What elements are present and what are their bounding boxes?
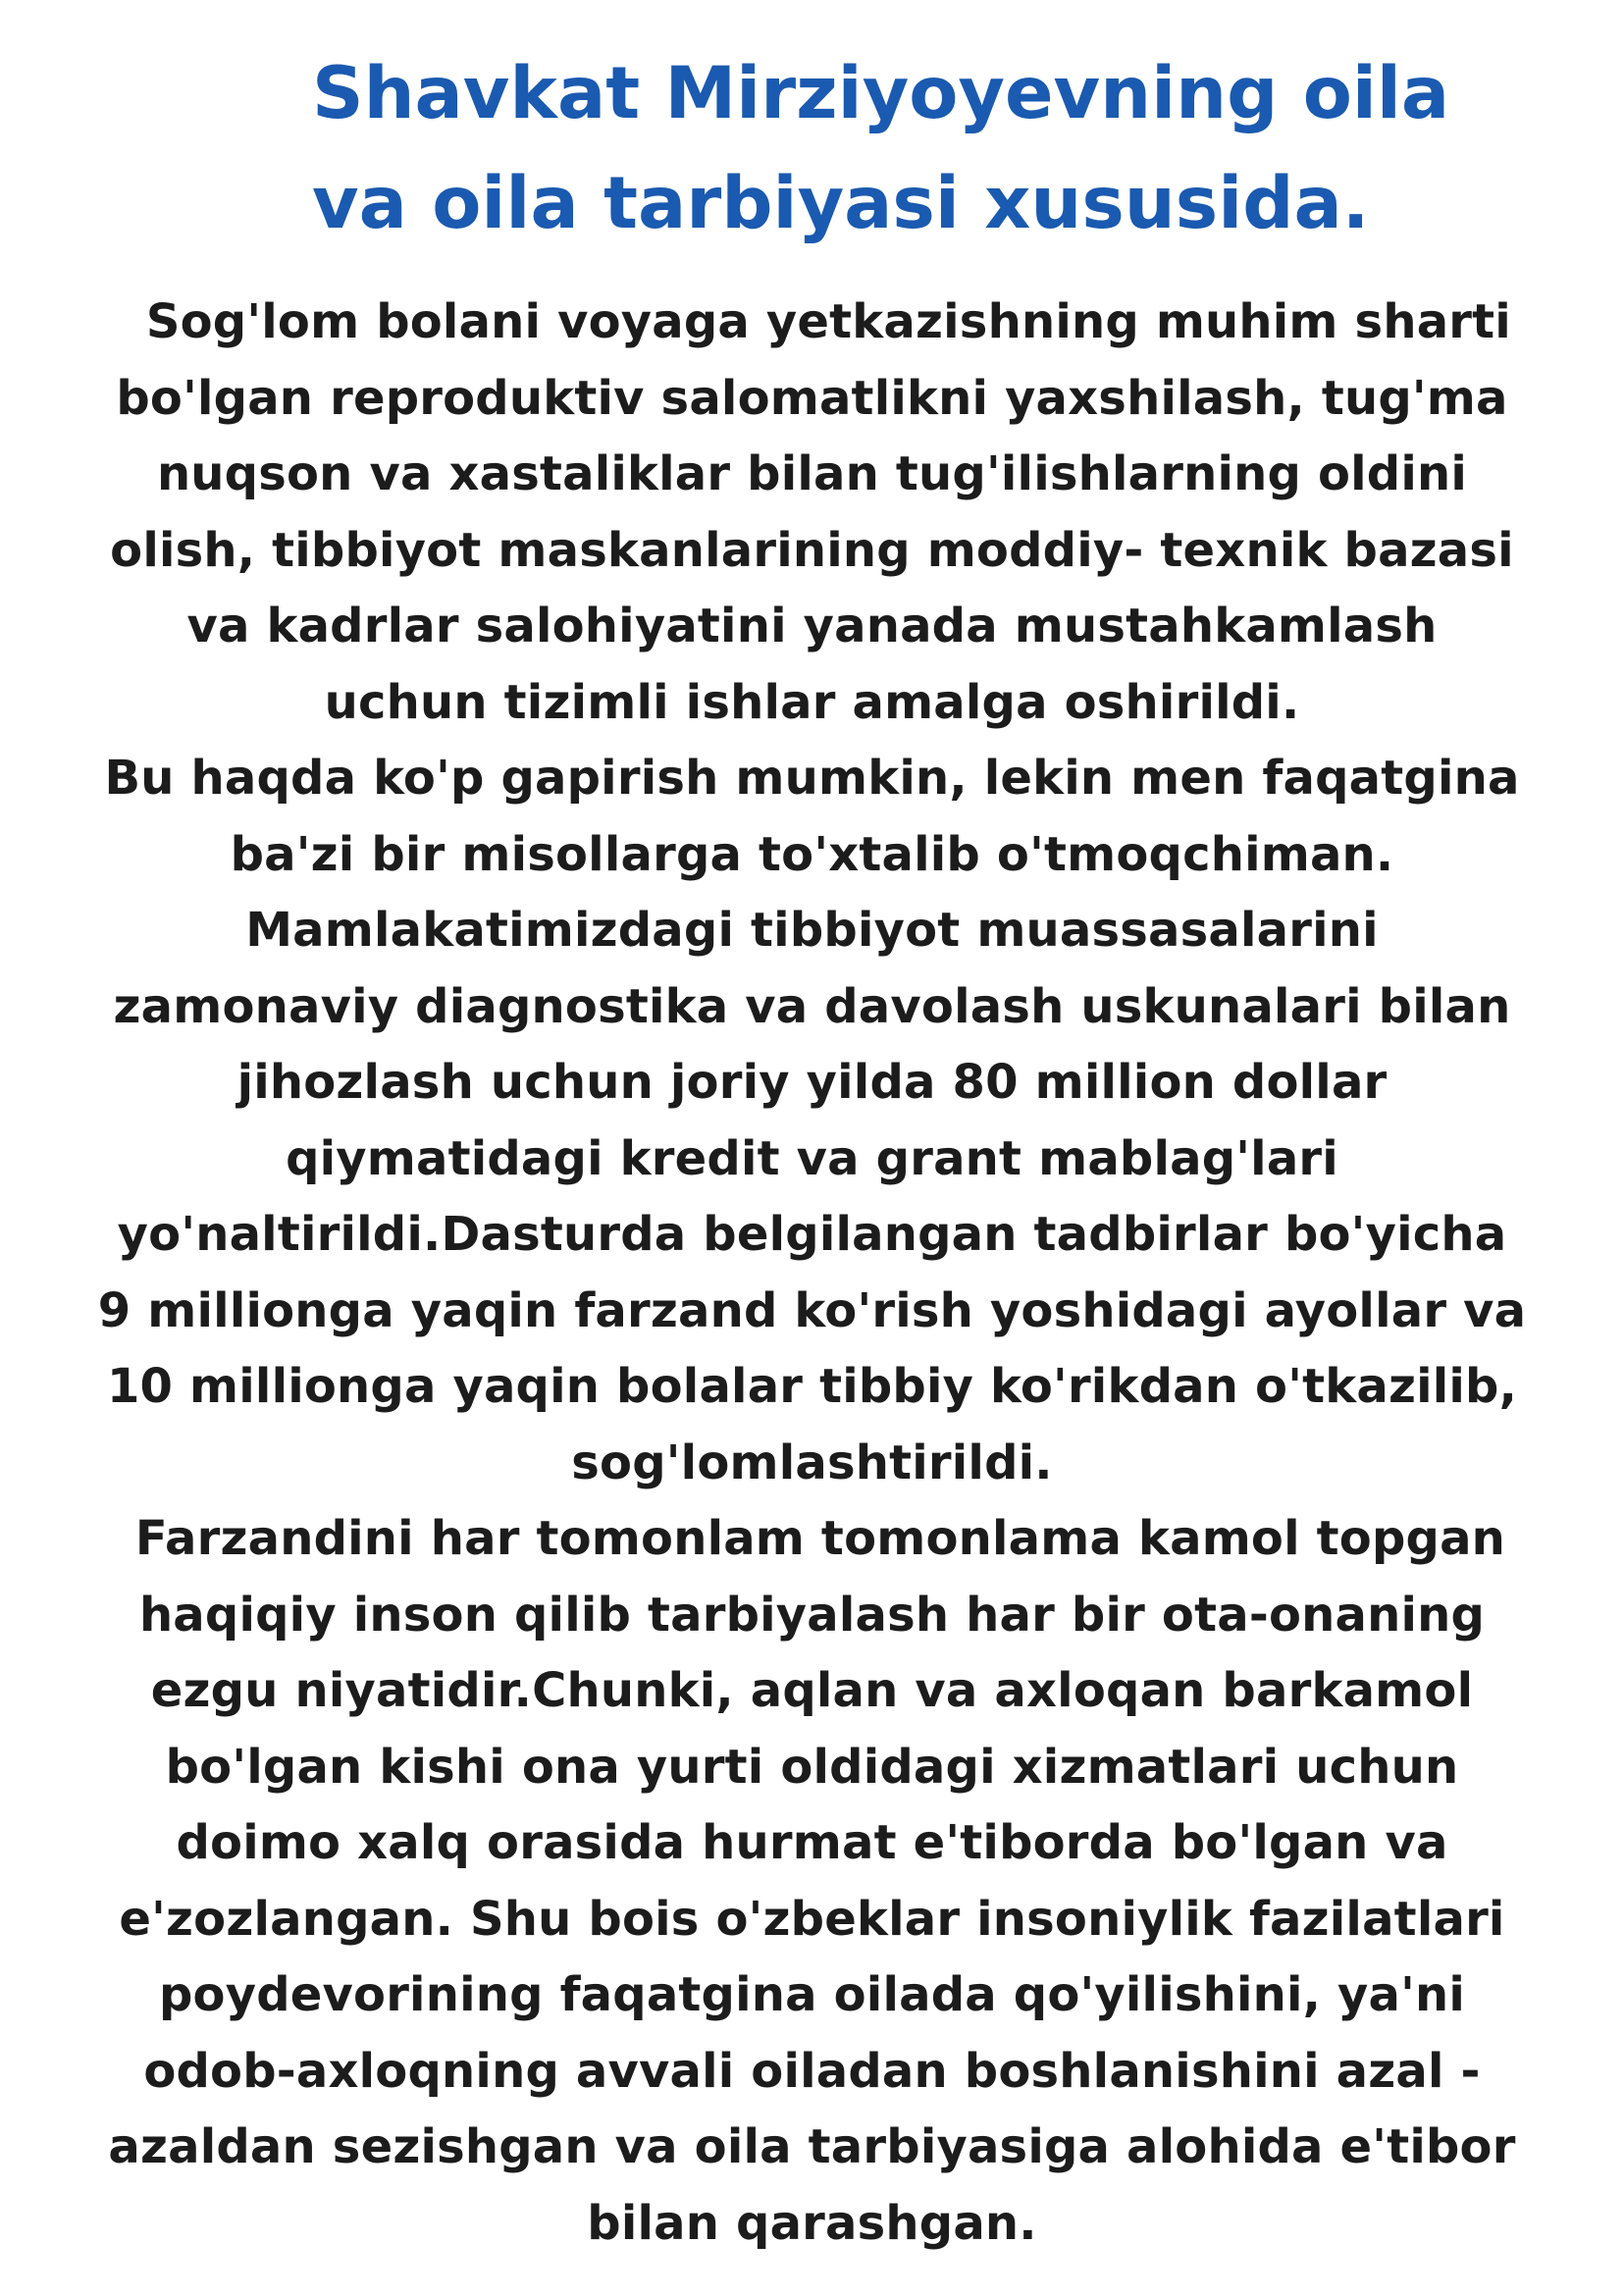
body-line: e'zozlangan. Shu bois o'zbeklar insoniylik fazilatlari bbox=[119, 1891, 1505, 1947]
body-line: poydevorining faqatgina oilada qo'yilishini, ya'ni bbox=[158, 1967, 1466, 2022]
body-line: Mamlakatimizdagi tibbiyot muassasalarini bbox=[245, 903, 1379, 958]
body-line: 10 millionga yaqin bolalar tibbiy ko'rikdan o'tkazilib, bbox=[106, 1359, 1518, 1414]
body-line: Farzandini har tomonlam tomonlama kamol topgan bbox=[118, 1511, 1506, 1566]
body-line: olish, tibbiyot maskanlarining moddiy- texnik bazasi bbox=[110, 522, 1514, 578]
body-line: doimo xalq orasida hurmat e'tiborda bo'lgan va bbox=[176, 1815, 1448, 1870]
body-line: qiymatidagi kredit va grant mablag'lari bbox=[286, 1130, 1338, 1186]
body-line: va kadrlar salohiyatini yanada mustahkamlash bbox=[186, 599, 1438, 653]
body-line: Sog'lom bolani voyaga yetkazishning muhim sharti bbox=[113, 294, 1511, 349]
body-line: sog'lomlashtirildi. bbox=[571, 1435, 1053, 1490]
article-body bbox=[88, 285, 1536, 2262]
body-line: Bu haqda ko'p gapirish mumkin, lekin men faqatgina bbox=[104, 751, 1520, 806]
body-line: jihozlash uchun joriy yilda 80 million dollar bbox=[236, 1055, 1388, 1110]
body-line: bilan qarashgan. bbox=[587, 2195, 1037, 2251]
body-line: nuqson va xastaliklar bilan tug'ilishlarning oldini bbox=[156, 446, 1468, 501]
title-line: va oila tarbiyasi xususida. bbox=[312, 162, 1370, 245]
body-line: azaldan sezishgan va oila tarbiyasiga alohida e'tibor bbox=[108, 2119, 1516, 2174]
body-line: bo'lgan kishi ona yurti oldidagi xizmatlari uchun bbox=[165, 1739, 1459, 1795]
body-line: bo'lgan reproduktiv salomatlikni yaxshilash, tug'ma bbox=[116, 370, 1508, 426]
body-line: uchun tizimli ishlar amalga oshirildi. bbox=[324, 674, 1300, 730]
body-line: 9 millionga yaqin farzand ko'rish yoshidagi ayollar va bbox=[97, 1282, 1527, 1338]
body-line: odob-axloqning avvali oiladan boshlanishini azal - bbox=[143, 2043, 1481, 2099]
body-line: ba'zi bir misollarga to'xtalib o'tmoqchiman. bbox=[230, 826, 1394, 882]
body-line: zamonaviy diagnostika va davolash uskunalari bilan bbox=[113, 978, 1511, 1034]
body-line: haqiqiy inson qilib tarbiyalash har bir ota-onaning bbox=[138, 1587, 1486, 1643]
body-line: yo'naltirildi.Dasturda belgilangan tadbirlar bo'yicha bbox=[117, 1207, 1507, 1262]
body-line: ezgu niyatidir.Chunki, aqlan va axloqan barkamol bbox=[150, 1663, 1474, 1718]
page-title bbox=[312, 39, 1490, 259]
title-line: Shavkat Mirziyoyevning oila bbox=[312, 52, 1450, 135]
